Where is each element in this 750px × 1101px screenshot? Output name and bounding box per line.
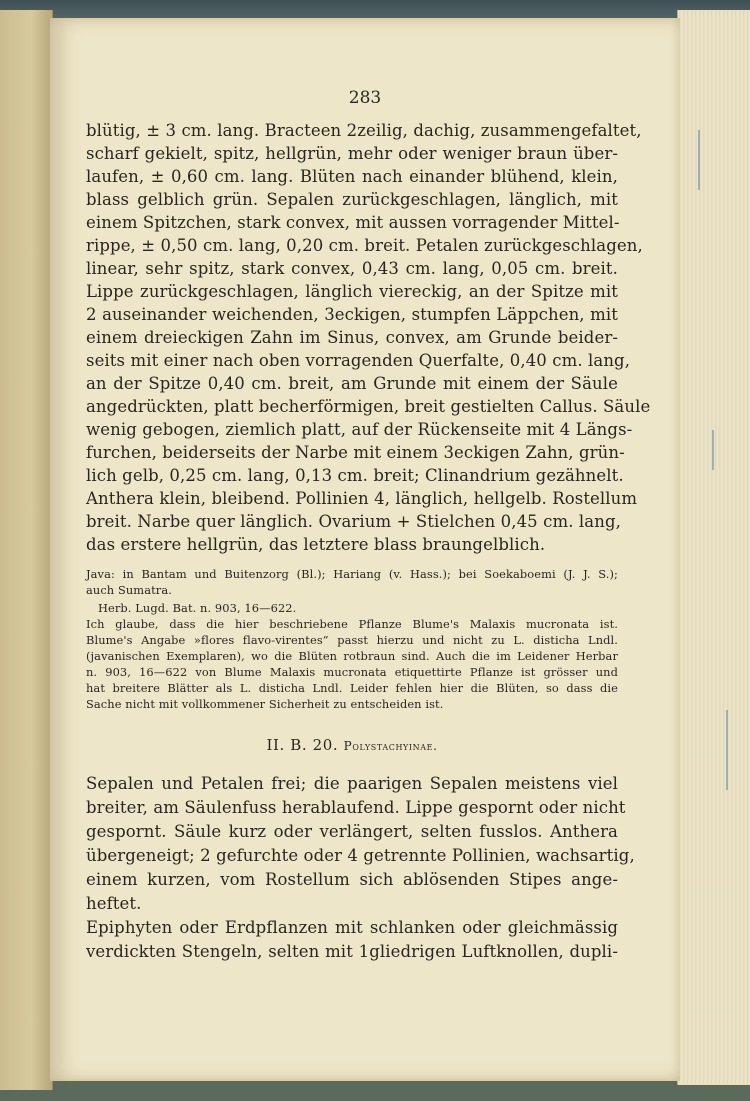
- text-line: laufen, ± 0,60 cm. lang. Blüten nach einander blühend, klein,: [86, 167, 618, 186]
- text-line: einem kurzen, vom Rostellum sich ablösenden Stipes ange-: [86, 870, 618, 889]
- text-line: einem Spitzchen, stark convex, mit aussen vorragender Mittel-: [86, 213, 620, 232]
- text-line: seits mit einer nach oben vorragenden Querfalte, 0,40 cm. lang,: [86, 351, 631, 370]
- herbarium-line: Herb. Lugd. Bat. n. 903, 16—622.: [98, 601, 297, 615]
- text-line: Epiphyten oder Erdpflanzen mit schlanken oder gleichmässig: [86, 918, 618, 937]
- text-line: verdickten Stengeln, selten mit 1gliedrigen Luftknollen, dupli-: [86, 942, 618, 961]
- text-line: heftet.: [86, 894, 142, 913]
- text-line: gespornt. Säule kurz oder verlängert, selten fusslos. Anthera: [86, 822, 618, 841]
- note-line: hat breitere Blätter als L. disticha Lndl. Leider fehlen hier die Blüten, so dass die: [86, 681, 618, 695]
- text-line: angedrückten, platt becherförmigen, breit gestielten Callus. Säule: [86, 397, 651, 416]
- book-page: [50, 18, 680, 1081]
- text-line: an der Spitze 0,40 cm. breit, am Grunde mit einem der Säule: [86, 374, 618, 393]
- text-line: breiter, am Säulenfuss herablaufend. Lippe gespornt oder nicht: [86, 798, 626, 817]
- text-line: einem dreieckigen Zahn im Sinus, convex, am Grunde beider-: [86, 328, 618, 347]
- note-line: (javanischen Exemplaren), wo die Blüten rotbraun sind. Auch die im Leidener Herbar: [86, 649, 618, 663]
- text-line: Sepalen und Petalen frei; die paarigen Sepalen meistens viel: [86, 774, 618, 793]
- text-line: breit. Narbe quer länglich. Ovarium + Stielchen 0,45 cm. lang,: [86, 512, 621, 531]
- page-stack-edge: [677, 10, 750, 1085]
- small-text-line: auch Sumatra.: [86, 583, 172, 597]
- section-heading: [86, 736, 618, 754]
- text-line: blass gelblich grün. Sepalen zurückgeschlagen, länglich, mit: [86, 190, 618, 209]
- small-text-line: Java: in Bantam und Buitenzorg (Bl.); Hariang (v. Hass.); bei Soekaboemi (J. J. S.);: [86, 567, 618, 581]
- note-line: n. 903, 16—622 von Blume Malaxis mucronata etiquettirte Pflanze ist grösser und: [86, 665, 618, 679]
- text-line: übergeneigt; 2 gefurchte oder 4 getrennte Pollinien, wachsartig,: [86, 846, 635, 865]
- text-line: 2 auseinander weichenden, 3eckigen, stumpfen Läppchen, mit: [86, 305, 618, 324]
- page-number: 283: [348, 88, 382, 108]
- text-line: das erstere hellgrün, das letztere blass braungelblich.: [86, 535, 546, 554]
- left-page-edge: [0, 10, 53, 1090]
- text-line: blütig, ± 3 cm. lang. Bracteen 2zeilig, dachig, zusammengefaltet,: [86, 121, 642, 140]
- section-title: Polystachyinae.: [343, 739, 438, 753]
- note-line: Blume's Angabe »flores flavo-virentes” passt hierzu und nicht zu L. disticha Lndl.: [86, 633, 618, 647]
- text-line: furchen, beiderseits der Narbe mit einem 3eckigen Zahn, grün-: [86, 443, 625, 462]
- text-line: scharf gekielt, spitz, hellgrün, mehr oder weniger braun über-: [86, 144, 618, 163]
- note-line: Ich glaube, dass die hier beschriebene Pflanze Blume's Malaxis mucronata ist.: [86, 617, 618, 631]
- section-number: II. B. 20.: [266, 736, 339, 754]
- text-line: Anthera klein, bleibend. Pollinien 4, länglich, hellgelb. Rostellum: [86, 489, 638, 508]
- text-line: linear, sehr spitz, stark convex, 0,43 cm. lang, 0,05 cm. breit.: [86, 259, 618, 278]
- text-line: Lippe zurückgeschlagen, länglich viereckig, an der Spitze mit: [86, 282, 618, 301]
- text-line: lich gelb, 0,25 cm. lang, 0,13 cm. breit; Clinandrium gezähnelt.: [86, 466, 624, 485]
- text-line: wenig gebogen, ziemlich platt, auf der Rückenseite mit 4 Längs-: [86, 420, 633, 439]
- text-line: rippe, ± 0,50 cm. lang, 0,20 cm. breit. Petalen zurückgeschlagen,: [86, 236, 643, 255]
- note-line: Sache nicht mit vollkommener Sicherheit zu entscheiden ist.: [86, 697, 444, 711]
